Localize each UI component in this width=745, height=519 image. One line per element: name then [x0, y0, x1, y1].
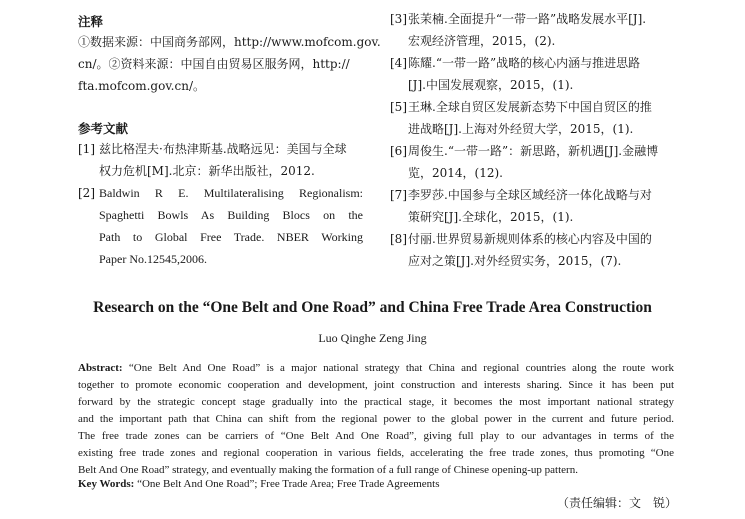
reference-number: [2]	[78, 186, 95, 200]
reference-line: 应对之策[J].对外经贸实务，2015，(7).	[408, 254, 622, 268]
reference-line: 付丽.世界贸易新规则体系的核心内容及中国的	[408, 232, 652, 246]
reference-number: [5]	[390, 100, 407, 114]
keywords-text: “One Belt And One Road”; Free Trade Area; Free Trade Agreements	[137, 478, 440, 490]
reference-line: 王琳.全球自贸区发展新态势下中国自贸区的推	[408, 100, 652, 114]
reference-line: Path to Global Free Trade. NBER Working	[99, 230, 363, 244]
references-heading: 参考文献	[78, 121, 129, 136]
reference-line: 陈耀.“一带一路”战略的核心内涵与推进思路	[408, 56, 641, 70]
reference-line: 进战略[J].上海对外经贸大学，2015，(1).	[408, 122, 634, 136]
abstract-line: together to promote economic cooperation and development, joint construction and interests sharing. Since it has been put	[78, 379, 674, 391]
abstract-text: “One Belt And One Road” is a major national strategy that China and regional countries along the route work	[128, 362, 674, 374]
reference-number: [4]	[390, 56, 407, 70]
reference-line: [J].中国发展观察，2015，(1).	[408, 78, 574, 92]
reference-number: [1]	[78, 142, 95, 156]
reference-line: 周俊生.“一带一路”：新思路，新机遇[J].金融博	[408, 144, 659, 158]
reference-line: Paper No.12545,2006.	[99, 252, 207, 266]
abstract-line	[78, 361, 674, 375]
english-authors: Luo Qinghe Zeng Jing	[318, 331, 427, 345]
keywords-label: Key Words:	[78, 478, 135, 490]
reference-line: 张茉楠.全面提升“一带一路”战略发展水平[J].	[408, 12, 647, 26]
abstract-line: existing free trade zones and regional cooperation in various fields, accelerating the free trade zones, thus promoting “One	[78, 447, 674, 459]
notes-heading: 注释	[78, 14, 104, 29]
reference-line: 策研究[J].全球化，2015，(1).	[408, 210, 574, 224]
note-line: fta.mofcom.gov.cn/。	[78, 79, 205, 93]
editor-credit: （责任编辑：文 锐）	[556, 496, 677, 510]
reference-line: 权力危机[M].北京：新华出版社，2012.	[99, 164, 315, 178]
reference-line: Baldwin R E. Multilateralising Regionalism:	[99, 186, 363, 200]
reference-line: Spaghetti Bowls As Building Blocs on the	[99, 208, 363, 222]
english-title: Research on the “One Belt and One Road” and China Free Trade Area Construction	[93, 299, 652, 316]
reference-line: 李罗莎.中国参与全球区域经济一体化战略与对	[408, 188, 652, 202]
reference-number: [7]	[390, 188, 407, 202]
reference-number: [3]	[390, 12, 407, 26]
reference-line: 宏观经济管理，2015，(2).	[408, 34, 556, 48]
reference-number: [8]	[390, 232, 407, 246]
reference-line: 览，2014，(12).	[408, 166, 503, 180]
abstract-label: Abstract:	[78, 362, 123, 374]
reference-line: 兹比格涅夫·布热津斯基.战略远见：美国与全球	[99, 142, 347, 156]
reference-number: [6]	[390, 144, 407, 158]
note-line: ①数据来源：中国商务部网，http://www.mofcom.gov.	[78, 35, 381, 49]
keywords-line	[78, 478, 674, 490]
note-line: cn/。②资料来源：中国自由贸易区服务网，http://	[78, 57, 350, 71]
abstract-line: forward by the strategic concept stage gradually into the practical stage, it becomes the most important national strategy	[78, 396, 674, 408]
abstract-line: and the important path that China can shift from the regional power to the global power in the current and future period.	[78, 413, 674, 425]
abstract-line: Belt And One Road” strategy, and eventually making the formation of a full range of Chinese opening-up pattern.	[78, 464, 578, 476]
abstract-line: The free trade zones can be carriers of “One Belt And One Road”, giving full play to our advantages in terms of the	[78, 430, 674, 442]
